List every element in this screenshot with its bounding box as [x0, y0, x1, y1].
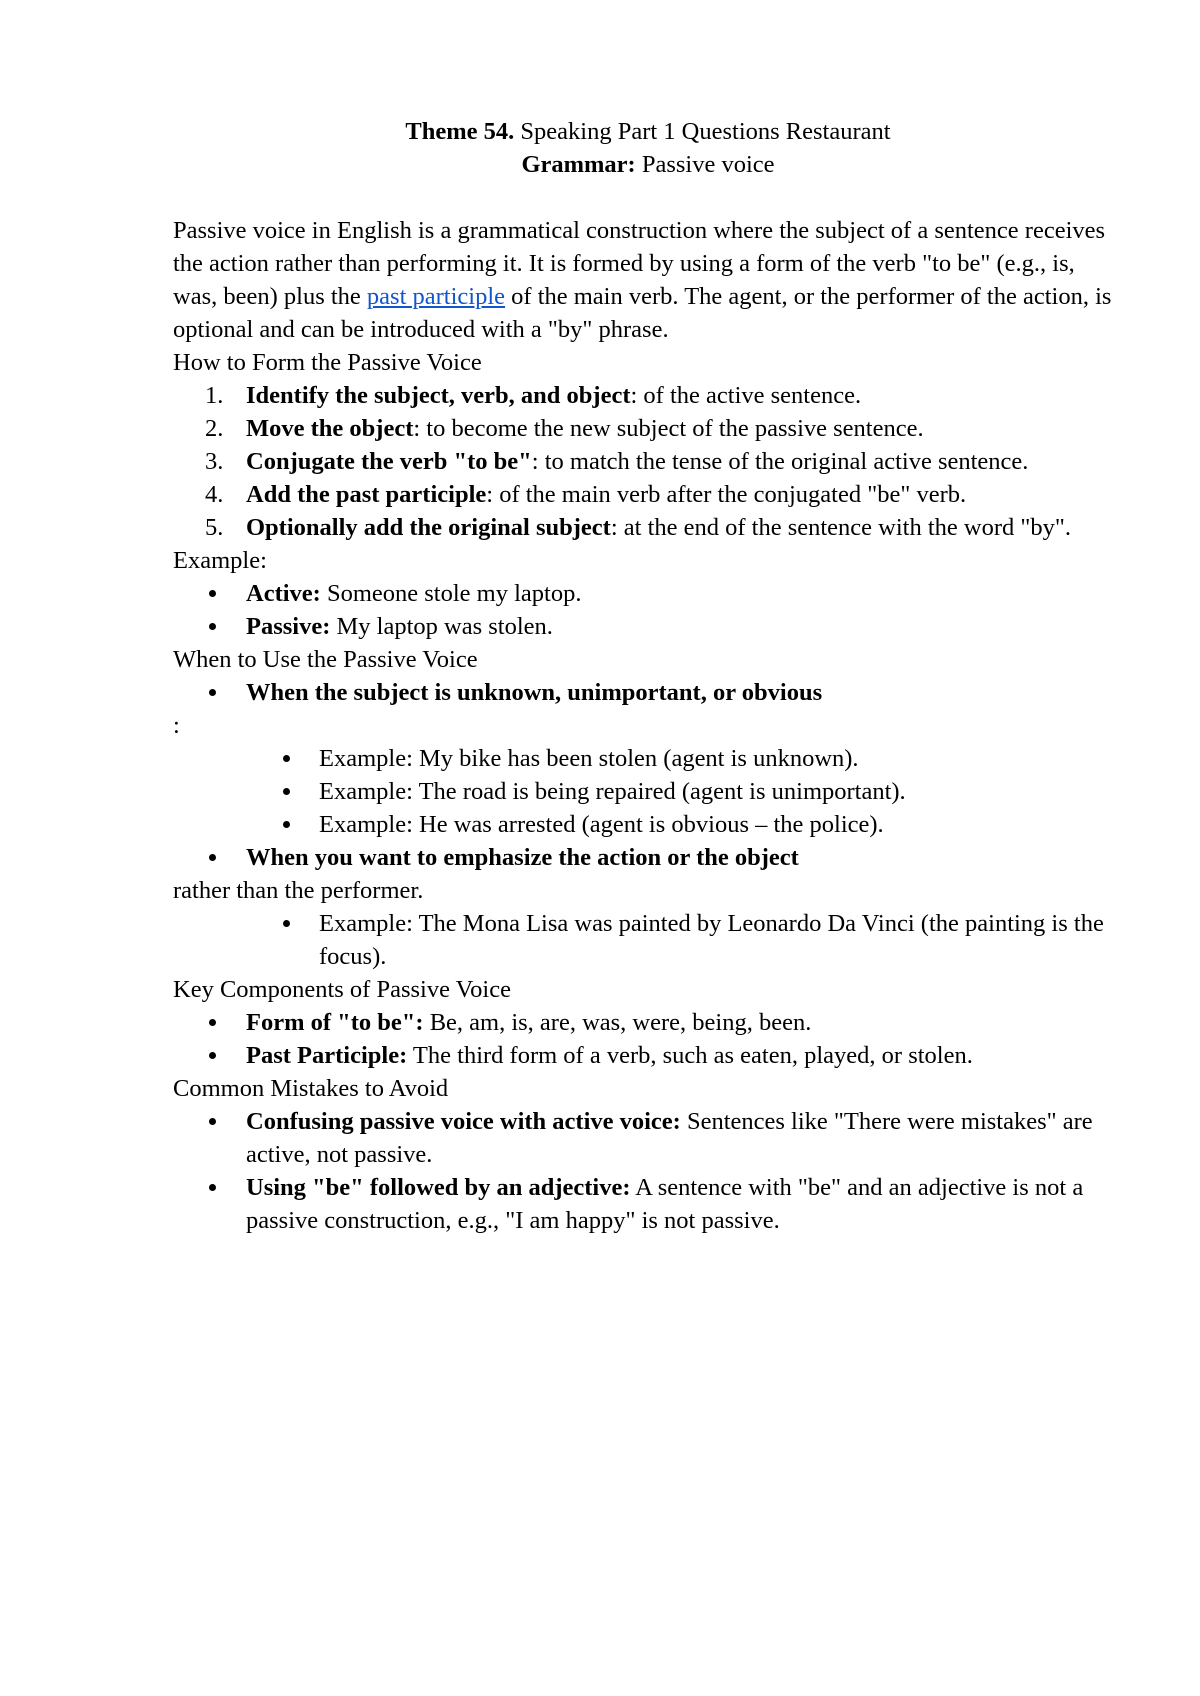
case1-examples [173, 742, 1123, 841]
case2-examples [173, 907, 1123, 973]
theme-title [173, 115, 1123, 148]
bullet-icon [209, 1019, 216, 1026]
grammar-label: Grammar: [521, 151, 636, 178]
example-heading: Example: [173, 547, 267, 574]
list-item: Passive: My laptop was stolen. [173, 610, 1123, 643]
bullet-icon [209, 623, 216, 630]
components-heading: Key Components of Passive Voice [173, 976, 511, 1003]
mistakes-heading: Common Mistakes to Avoid [173, 1075, 449, 1102]
bullet-icon [209, 1118, 216, 1125]
list-item: When you want to emphasize the action or the object [173, 841, 1123, 874]
bullet-icon [283, 788, 290, 795]
list-item: Past Participle: The third form of a verb, such as eaten, played, or stolen. [173, 1039, 1123, 1072]
when-list [173, 676, 1123, 709]
list-item: When the subject is unknown, unimportant, or obvious [173, 676, 1123, 709]
grammar-title [173, 148, 1123, 181]
list-item: Confusing passive voice with active voice: Sentences like "There were mistakes" are active, not passive. [173, 1105, 1123, 1171]
bullet-icon [209, 1052, 216, 1059]
list-item: 3. Conjugate the verb "to be": to match the tense of the original active sentence. [205, 448, 1029, 475]
list-item: 4. Add the past participle: of the main verb after the conjugated "be" verb. [205, 481, 967, 508]
how-to-heading: How to Form the Passive Voice [173, 349, 482, 376]
list-item: Active: Someone stole my laptop. [173, 577, 1123, 610]
document-body [173, 115, 1123, 1237]
intro-paragraph [173, 214, 1123, 346]
theme-text: Speaking Part 1 Questions Restaurant [514, 118, 891, 145]
bullet-icon [283, 920, 290, 927]
list-item: Using "be" followed by an adjective: A sentence with "be" and an adjective is not a passive construction, e.g., "I am happy" is not passive. [173, 1171, 1123, 1237]
list-item: Example: My bike has been stolen (agent is unknown). [173, 742, 1123, 775]
grammar-text: Passive voice [635, 151, 775, 178]
when-heading: When to Use the Passive Voice [173, 646, 478, 673]
list-item: Example: The Mona Lisa was painted by Leonardo Da Vinci (the painting is the focus). [173, 907, 1123, 973]
list-item: Example: He was arrested (agent is obvious – the police). [173, 808, 1123, 841]
list-item: Form of "to be": Be, am, is, are, was, were, being, been. [173, 1006, 1123, 1039]
bullet-icon [283, 755, 290, 762]
case2-rest: rather than the performer. [173, 877, 424, 904]
bullet-icon [209, 1184, 216, 1191]
bullet-icon [283, 821, 290, 828]
bullet-icon [209, 590, 216, 597]
example-list [173, 577, 1123, 643]
intro-text-1: Passive voice in English is a grammatical construction where the subject of a sentence receives the action rather than performing it. It is formed by using a form of the verb "to be" (e.g., is, was, been) plus the [173, 217, 1106, 310]
bullet-icon [209, 854, 216, 861]
mistakes-list [173, 1105, 1123, 1237]
components-list [173, 1006, 1123, 1072]
list-item: 2. Move the object: to become the new subject of the passive sentence. [205, 415, 924, 442]
intro-text-2: of the main verb. The agent, or the performer of the action, is optional and can be introduced with a "by" phrase. [173, 283, 1112, 343]
how-to-steps [173, 379, 1123, 544]
bullet-icon [209, 689, 216, 696]
list-item: 5. Optionally add the original subject: at the end of the sentence with the word "by". [205, 514, 1072, 541]
past-participle-link[interactable]: past participle [366, 283, 506, 310]
list-item: Example: The road is being repaired (agent is unimportant). [173, 775, 1123, 808]
case1-colon: : [173, 712, 180, 739]
theme-label: Theme 54. [405, 118, 515, 145]
when-list-2 [173, 841, 1123, 874]
list-item: 1. Identify the subject, verb, and object: of the active sentence. [205, 382, 862, 409]
